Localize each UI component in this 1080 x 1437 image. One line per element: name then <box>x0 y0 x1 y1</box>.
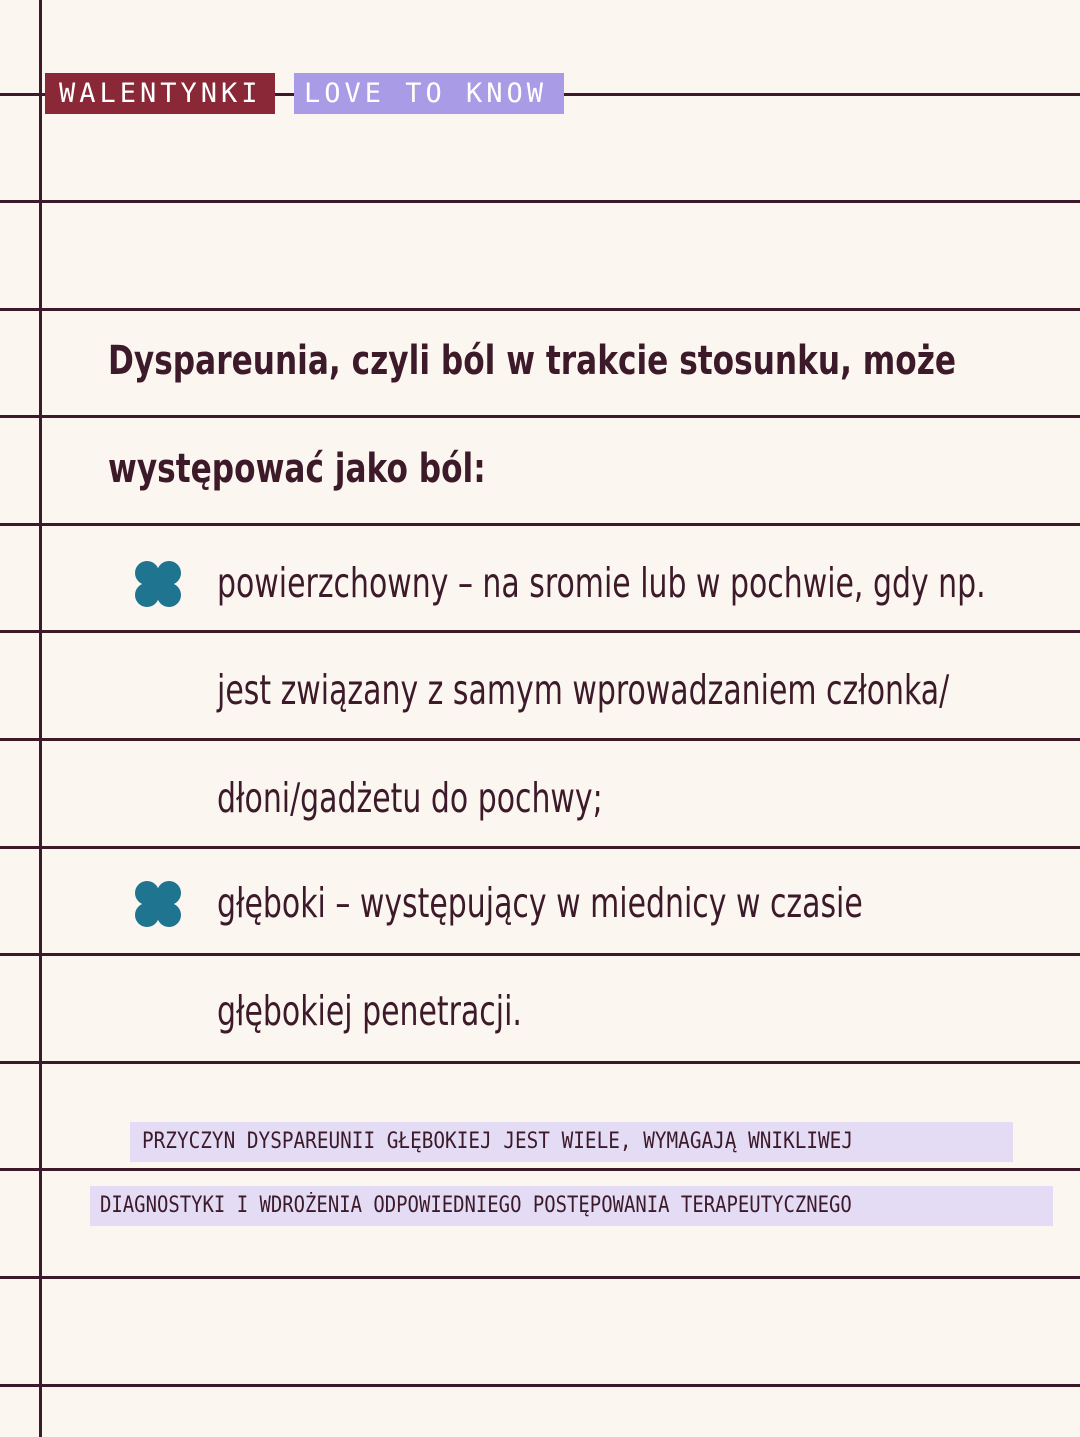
note-text: PRZYCZYN DYSPAREUNII GŁĘBOKIEJ JEST WIELE, WYMAGAJĄ WNIKLIWEJ <box>142 1129 853 1154</box>
note-line-2 <box>90 1186 1053 1226</box>
ruled-line <box>0 415 1080 418</box>
list-item-line: jest związany z samym wprowadzaniem członka/ <box>217 666 950 714</box>
note-text: DIAGNOSTYKI I WDROŻENIA ODPOWIEDNIEGO POSTĘPOWANIA TERAPEUTYCZNEGO <box>100 1193 852 1218</box>
clover-icon <box>133 879 183 929</box>
ruled-line <box>0 1061 1080 1064</box>
ruled-line <box>0 738 1080 741</box>
tag-love-to-know: LOVE TO KNOW <box>294 73 564 114</box>
ruled-line <box>0 846 1080 849</box>
intro-line-2: występować jako ból: <box>108 446 486 492</box>
ruled-line <box>0 200 1080 203</box>
ruled-line <box>0 1384 1080 1387</box>
intro-line-1: Dyspareunia, czyli ból w trakcie stosunku, może <box>108 338 957 384</box>
list-item-line: głębokiej penetracji. <box>217 987 522 1035</box>
ruled-line <box>0 523 1080 526</box>
ruled-line <box>0 1276 1080 1279</box>
list-item-line: głęboki – występujący w miednicy w czasie <box>217 879 863 927</box>
clover-icon <box>133 559 183 609</box>
ruled-line <box>0 308 1080 311</box>
list-item-line: powierzchowny – na sromie lub w pochwie, gdy np. <box>217 559 986 607</box>
ruled-line <box>0 1168 1080 1171</box>
tag-walentynki: WALENTYNKI <box>45 73 275 114</box>
ruled-line <box>0 953 1080 956</box>
margin-line <box>39 0 42 1437</box>
note-line-1 <box>130 1122 1013 1162</box>
ruled-line <box>0 630 1080 633</box>
list-item-line: dłoni/gadżetu do pochwy; <box>217 774 603 822</box>
